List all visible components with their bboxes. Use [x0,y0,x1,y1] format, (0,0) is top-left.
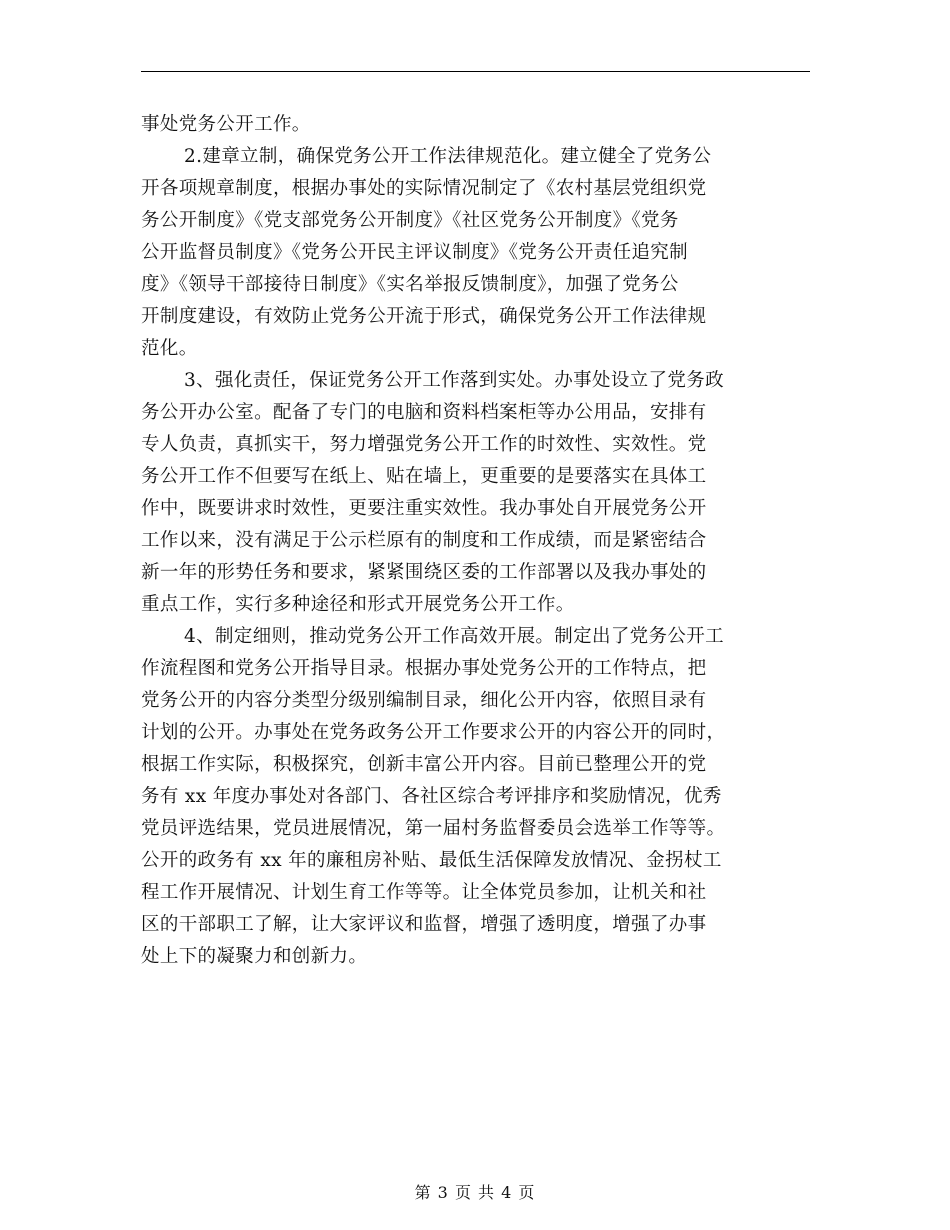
text-line: 作中，既要讲求时效性，更要注重实效性。我办事处自开展党务公开 [141,498,707,519]
text-line: 计划的公开。办事处在党务政务公开工作要求公开的内容公开的同时， [141,722,726,743]
text-line: 新一年的形势任务和要求，紧紧围绕区委的工作部署以及我办事处的 [141,562,707,583]
text-line: 重点工作，实行多种途径和形式开展党务公开工作。 [141,594,575,615]
text-line: 4、制定细则，推动党务公开工作高效开展。制定出了党务公开工 [184,626,724,647]
text-line: 专人负责，真抓实干，努力增强党务公开工作的时效性、实效性。党 [141,434,707,455]
text-line: 2.建章立制，确保党务公开工作法律规范化。建立健全了党务公 [184,146,712,167]
page-number: 第 3 页 共 4 页 [414,1183,536,1202]
text-line: 党务公开的内容分类型分级别编制目录，细化公开内容，依照目录有 [141,690,707,711]
document-body [141,109,801,973]
text-line: 公开监督员制度》《党务公开民主评议制度》《党务公开责任追究制 [141,242,689,263]
text-line: 开各项规章制度，根据办事处的实际情况制定了《农村基层党组织党 [141,178,707,199]
text-line: 工作以来，没有满足于公示栏原有的制度和工作成绩，而是紧密结合 [141,530,707,551]
header-rule [141,71,810,72]
text-line: 度》《领导干部接待日制度》《实名举报反馈制度》，加强了党务公 [141,274,679,295]
text-line: 作流程图和党务公开指导目录。根据办事处党务公开的工作特点，把 [141,658,707,679]
text-line: 3、强化责任，保证党务公开工作落到实处。办事处设立了党务政 [184,370,724,391]
text-line: 务公开办公室。配备了专门的电脑和资料档案柜等办公用品，安排有 [141,402,707,423]
page-footer [0,1180,950,1203]
text-line: 区的干部职工了解，让大家评议和监督，增强了透明度，增强了办事 [141,914,707,935]
text-line: 公开的政务有 xx 年的廉租房补贴、最低生活保障发放情况、金拐杖工 [141,850,722,871]
text-line: 事处党务公开工作。 [141,114,311,135]
text-line: 程工作开展情况、计划生育工作等等。让全体党员参加，让机关和社 [141,882,707,903]
text-line: 务有 xx 年度办事处对各部门、各社区综合考评排序和奖励情况，优秀 [141,786,722,807]
text-line: 开制度建设，有效防止党务公开流于形式，确保党务公开工作法律规 [141,306,707,327]
text-line: 处上下的凝聚力和创新力。 [141,946,368,967]
text-line: 党员评选结果，党员进展情况，第一届村务监督委员会选举工作等等。 [141,818,726,839]
text-line: 范化。 [141,338,198,359]
text-line: 根据工作实际，积极探究，创新丰富公开内容。目前已整理公开的党 [141,754,707,775]
text-line: 务公开工作不但要写在纸上、贴在墙上，更重要的是要落实在具体工 [141,466,707,487]
text-line: 务公开制度》《党支部党务公开制度》《社区党务公开制度》《党务 [141,210,679,231]
